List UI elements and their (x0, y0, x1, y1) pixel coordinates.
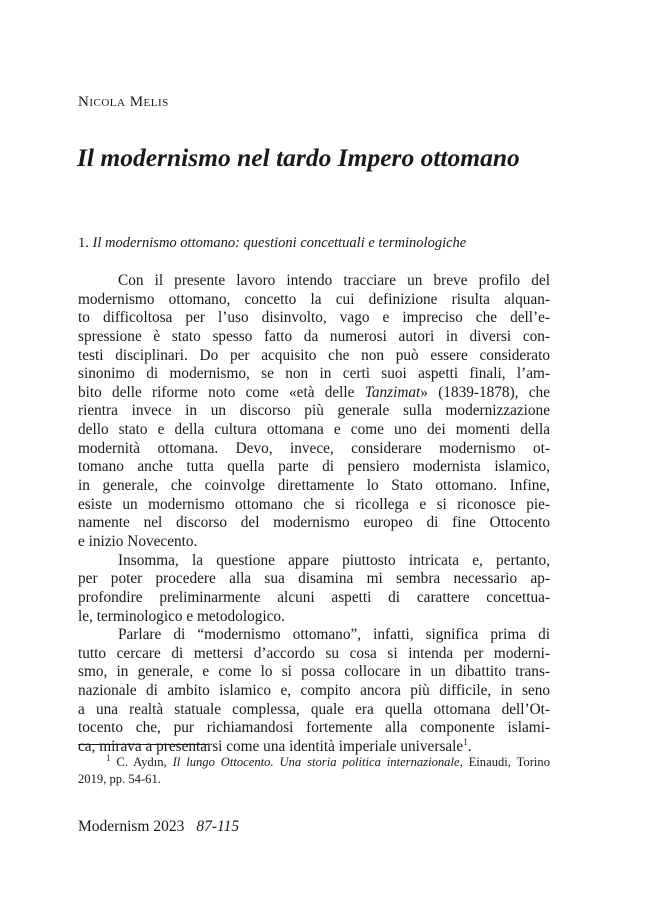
section-heading (78, 234, 578, 252)
body-line: namente nel discorso del modernismo europeo di fine Ottocento (78, 514, 550, 532)
body-line-tanzimat (78, 384, 550, 403)
body-line: sinonimo di modernismo, se non in certi suoi aspetti finali, l’am- (78, 365, 550, 383)
journal-name: Modernism 2023 (78, 818, 185, 835)
footnote-reference[interactable]: 1 (463, 736, 468, 747)
footnote-line: 2019, pp. 54-61. (78, 772, 161, 786)
body-line: le, terminologico e metodologico. (78, 607, 285, 625)
body-line: rientra invece in un discorso più generale sulla modernizzazione (78, 402, 550, 420)
body-text (78, 272, 550, 757)
body-line: e inizio Novecento. (78, 532, 198, 550)
page-footer (78, 818, 239, 836)
body-line: spressione è stato spesso fatto da numerosi autori in diversi con- (78, 327, 550, 345)
section-title: Il modernismo ottomano: questioni concettuali e terminologiche (92, 235, 467, 251)
author-name: Nicola Melis (78, 94, 169, 110)
body-line: to difficoltosa per l’uso disinvolto, vago e impreciso che dell’e- (78, 309, 550, 327)
body-line: tutto cercare di mettersi d’accordo su cosa si intenda per moderni- (78, 644, 550, 662)
body-line: esiste un modernismo ottomano che si ricollega e si riconosce pie- (78, 495, 550, 513)
body-line: profondire preliminarmente alcuni aspetti di carattere concettua- (78, 588, 550, 606)
footnote-divider (78, 744, 208, 745)
footnote-work: Il lungo Ottocento. Una storia politica internazionale (172, 755, 460, 769)
body-line: per poter procedere alla sua disamina mi sembra necessario ap- (78, 570, 550, 588)
body-line: in generale, che coinvolge direttamente lo Stato ottomano. Infine, (78, 477, 550, 495)
footnote (78, 754, 550, 788)
footnote-line (78, 754, 550, 771)
body-end-punctuation: . (467, 738, 472, 756)
page-range: 87-115 (196, 818, 240, 835)
body-line-part: ca, mirava a presentarsi come una identità imperiale universale (78, 738, 464, 756)
body-line: tocento che, pur richiamandosi fortemente alla componente islami- (78, 719, 550, 737)
footnote-publisher: , Einaudi, Torino (459, 755, 551, 769)
footnote-marker: 1 (106, 752, 111, 763)
body-line: modernità ottomana. Devo, invece, considerare modernismo ot- (78, 439, 550, 457)
body-line: modernismo ottomano, concetto la cui definizione risulta alquan- (78, 290, 550, 308)
body-line: Insomma, la questione appare piuttosto intricata e, pertanto, (118, 551, 550, 569)
body-line: dello stato e della cultura ottomana e come uno dei momenti della (78, 421, 550, 439)
body-line-part: » (1839-1878), che (420, 383, 550, 401)
body-line: Parlare di “modernismo ottomano”, infatti, significa prima di (118, 626, 550, 644)
section-number: 1. (78, 235, 89, 251)
body-line: tomano anche tutta quella parte di pensiero modernista islamico, (78, 458, 550, 476)
body-line: nazionale di ambito islamico e, compito ancora più difficile, in seno (78, 682, 550, 700)
body-line: Con il presente lavoro intendo tracciare un breve profilo del (118, 272, 550, 289)
footnote-author: C. Aydın, (116, 755, 167, 769)
body-line: a una realtà statuale complessa, quale era quella ottomana dell’Ot- (78, 700, 550, 718)
body-line-part: bito delle riforme noto come «età delle (78, 383, 365, 401)
article-title: Il modernismo nel tardo Impero ottomano (77, 143, 520, 172)
body-line: smo, in generale, e come lo si possa collocare in un dibattito trans- (78, 663, 550, 681)
tanzimat-term: Tanzimat (364, 383, 421, 401)
body-line: testi disciplinari. Do per acquisito che non può essere considerato (78, 346, 550, 364)
